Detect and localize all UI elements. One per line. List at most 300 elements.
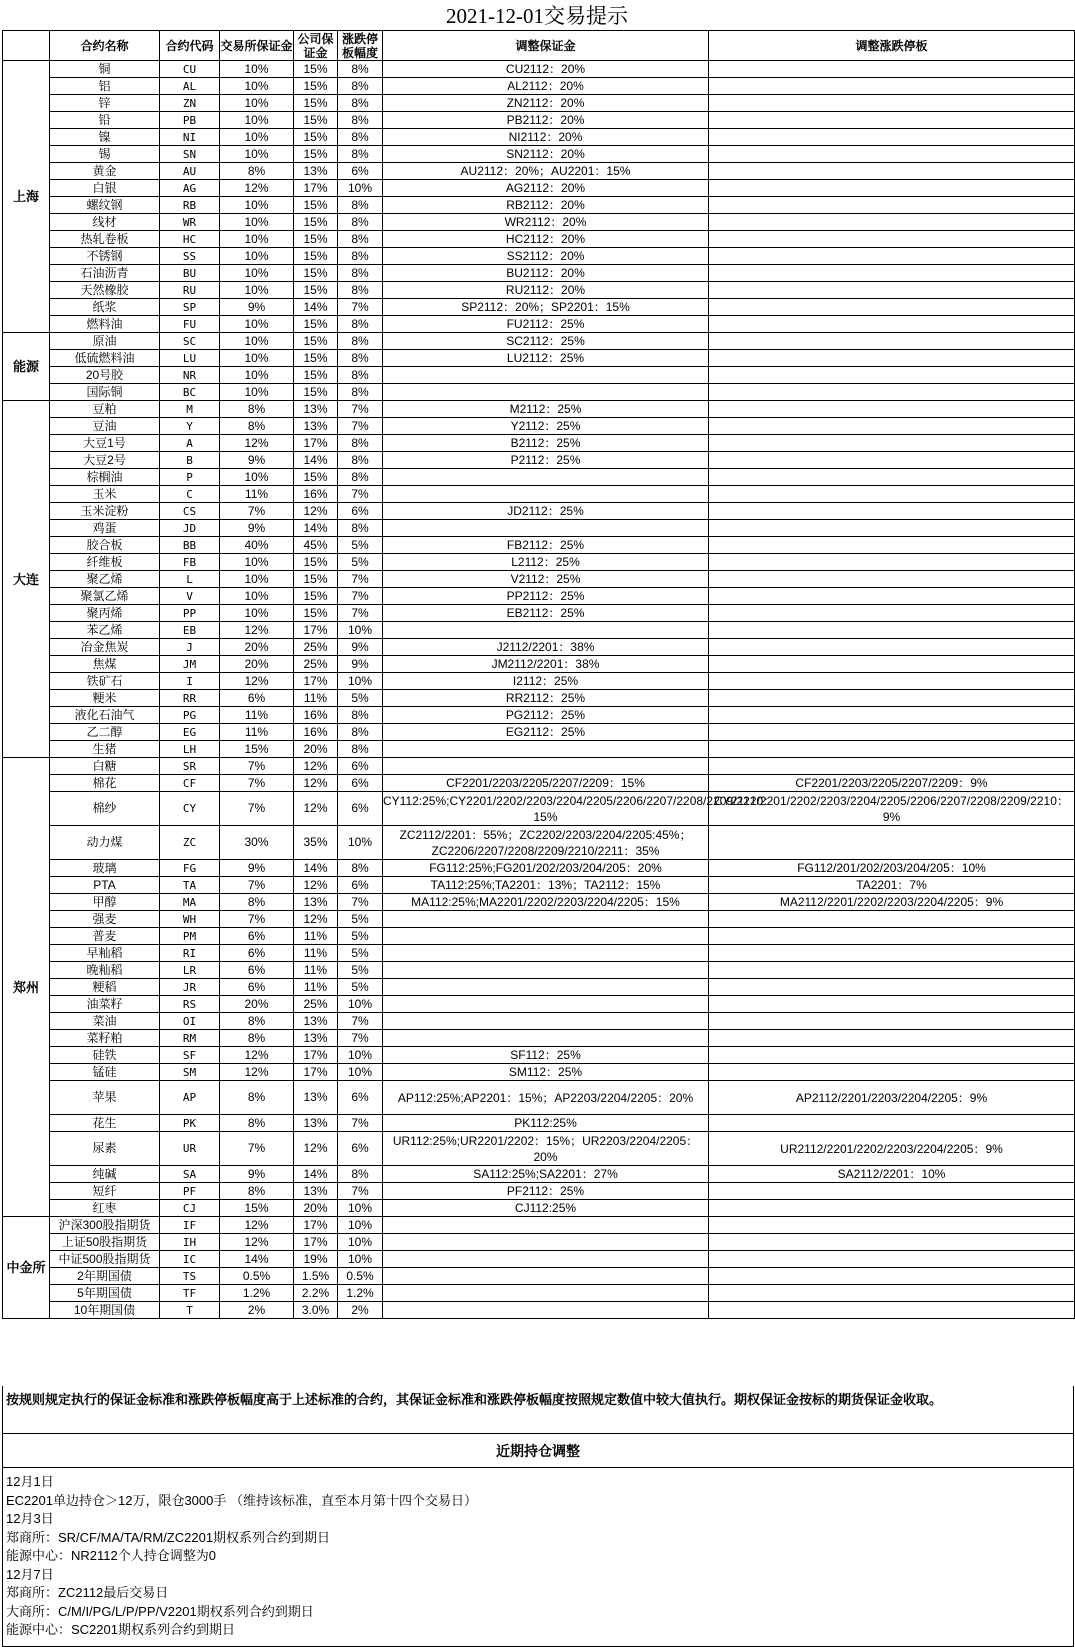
contract-code: T xyxy=(160,1302,220,1319)
company-margin: 2.2% xyxy=(294,1285,338,1302)
contract-code: RM xyxy=(160,1030,220,1047)
adjust-limit xyxy=(709,350,1075,367)
limit-range: 8% xyxy=(338,112,383,129)
exchange-margin: 10% xyxy=(220,112,294,129)
company-margin: 1.5% xyxy=(294,1268,338,1285)
company-margin: 15% xyxy=(294,265,338,282)
table-row xyxy=(3,894,1075,911)
contract-code: OI xyxy=(160,1013,220,1030)
limit-range: 8% xyxy=(338,435,383,452)
exchange-margin: 10% xyxy=(220,554,294,571)
limit-range: 6% xyxy=(338,758,383,775)
contract-code: RI xyxy=(160,945,220,962)
adjust-margin: SN2112：20% xyxy=(383,146,709,163)
contract-name: 玉米 xyxy=(50,486,160,503)
adjust-limit xyxy=(709,163,1075,180)
limit-range: 9% xyxy=(338,639,383,656)
contract-code: PF xyxy=(160,1183,220,1200)
contract-name: 不锈钢 xyxy=(50,248,160,265)
adjust-margin: PB2112：20% xyxy=(383,112,709,129)
company-margin: 14% xyxy=(294,1166,338,1183)
table-row xyxy=(3,78,1075,95)
table-row xyxy=(3,146,1075,163)
exchange-margin: 11% xyxy=(220,486,294,503)
contract-code: UR xyxy=(160,1132,220,1166)
company-margin: 14% xyxy=(294,520,338,537)
contract-name: 大豆1号 xyxy=(50,435,160,452)
near-line: 12月7日 xyxy=(6,1566,54,1582)
adjust-limit xyxy=(709,214,1075,231)
limit-range: 8% xyxy=(338,741,383,758)
exchange-margin: 10% xyxy=(220,316,294,333)
adjust-margin xyxy=(383,911,709,928)
contract-code: PM xyxy=(160,928,220,945)
exchange-margin: 7% xyxy=(220,877,294,894)
table-row xyxy=(3,333,1075,350)
adjust-margin: SM112：25% xyxy=(383,1064,709,1081)
adjust-margin xyxy=(383,928,709,945)
company-margin: 15% xyxy=(294,78,338,95)
limit-range: 0.5% xyxy=(338,1268,383,1285)
contract-code: SM xyxy=(160,1064,220,1081)
company-margin: 15% xyxy=(294,231,338,248)
exchange-margin: 1.2% xyxy=(220,1285,294,1302)
limit-range: 7% xyxy=(338,299,383,316)
contract-code: ZN xyxy=(160,95,220,112)
exchange-margin: 10% xyxy=(220,129,294,146)
adjust-limit xyxy=(709,1268,1075,1285)
contract-code: RB xyxy=(160,197,220,214)
table-row xyxy=(3,741,1075,758)
exchange-margin: 10% xyxy=(220,571,294,588)
limit-range: 7% xyxy=(338,418,383,435)
contract-name: 花生 xyxy=(50,1115,160,1132)
contract-code: CF xyxy=(160,775,220,792)
exchange-name: 中金所 xyxy=(3,1217,50,1319)
adjust-limit xyxy=(709,401,1075,418)
exchange-margin: 20% xyxy=(220,996,294,1013)
adjust-margin: AL2112：20% xyxy=(383,78,709,95)
table-row xyxy=(3,61,1075,78)
table-row xyxy=(3,1064,1075,1081)
adjust-limit xyxy=(709,724,1075,741)
adjust-margin: Y2112：25% xyxy=(383,418,709,435)
adjust-margin: RB2112：20% xyxy=(383,197,709,214)
contract-name: 粳米 xyxy=(50,690,160,707)
exchange-margin: 7% xyxy=(220,1132,294,1166)
contract-code: LH xyxy=(160,741,220,758)
exchange-margin: 15% xyxy=(220,1200,294,1217)
exchange-margin: 12% xyxy=(220,180,294,197)
limit-range: 8% xyxy=(338,367,383,384)
company-margin: 13% xyxy=(294,163,338,180)
contract-code: SR xyxy=(160,758,220,775)
limit-range: 2% xyxy=(338,1302,383,1319)
limit-range: 5% xyxy=(338,962,383,979)
header-row xyxy=(3,31,1075,61)
exchange-margin: 7% xyxy=(220,792,294,826)
adjust-margin xyxy=(383,469,709,486)
adjust-limit xyxy=(709,1115,1075,1132)
adjust-margin: BU2112：20% xyxy=(383,265,709,282)
company-margin: 17% xyxy=(294,1064,338,1081)
adjust-margin: UR112:25%;UR2201/2202：15%；UR2203/2204/2205：20% xyxy=(383,1132,709,1166)
adjust-margin: SC2112：25% xyxy=(383,333,709,350)
contract-name: 锌 xyxy=(50,95,160,112)
exchange-margin: 14% xyxy=(220,1251,294,1268)
adjust-limit xyxy=(709,1013,1075,1030)
contract-name: 国际铜 xyxy=(50,384,160,401)
adjust-limit: TA2201：7% xyxy=(709,877,1075,894)
table-row xyxy=(3,1132,1075,1166)
company-margin: 13% xyxy=(294,401,338,418)
contract-code: LU xyxy=(160,350,220,367)
exchange-margin: 7% xyxy=(220,503,294,520)
company-margin: 13% xyxy=(294,1183,338,1200)
company-margin: 20% xyxy=(294,741,338,758)
table-row xyxy=(3,1013,1075,1030)
contract-code: ZC xyxy=(160,826,220,860)
contract-name: 5年期国债 xyxy=(50,1285,160,1302)
adjust-limit xyxy=(709,1285,1075,1302)
adjust-margin xyxy=(383,945,709,962)
adjust-margin xyxy=(383,1217,709,1234)
contract-name: 豆油 xyxy=(50,418,160,435)
adjust-margin: PK112:25% xyxy=(383,1115,709,1132)
limit-range: 8% xyxy=(338,197,383,214)
adjust-margin xyxy=(383,1030,709,1047)
exchange-margin: 7% xyxy=(220,911,294,928)
exchange-margin: 12% xyxy=(220,673,294,690)
company-margin: 13% xyxy=(294,418,338,435)
adjust-margin xyxy=(383,741,709,758)
table-row xyxy=(3,605,1075,622)
limit-range: 5% xyxy=(338,979,383,996)
adjust-limit: UR2112/2201/2202/2203/2204/2205：9% xyxy=(709,1132,1075,1166)
contract-name: 棉纱 xyxy=(50,792,160,826)
limit-range: 9% xyxy=(338,656,383,673)
adjust-margin: SS2112：20% xyxy=(383,248,709,265)
exchange-margin: 40% xyxy=(220,537,294,554)
contract-name: 油菜籽 xyxy=(50,996,160,1013)
limit-range: 7% xyxy=(338,571,383,588)
contract-name: 苹果 xyxy=(50,1081,160,1115)
adjust-limit xyxy=(709,1064,1075,1081)
exchange-name: 能源 xyxy=(3,333,50,401)
limit-range: 6% xyxy=(338,775,383,792)
limit-range: 10% xyxy=(338,673,383,690)
company-margin: 15% xyxy=(294,333,338,350)
exchange-margin: 8% xyxy=(220,1030,294,1047)
adjust-margin: CY112:25%;CY2201/2202/2203/2204/2205/2206/2207/2208/2209/2210：15% xyxy=(383,793,776,824)
company-margin: 15% xyxy=(294,384,338,401)
contract-code: AP xyxy=(160,1081,220,1115)
company-margin: 15% xyxy=(294,367,338,384)
adjust-limit xyxy=(709,996,1075,1013)
limit-range: 10% xyxy=(338,996,383,1013)
adjust-limit xyxy=(709,979,1075,996)
adjust-limit xyxy=(709,537,1075,554)
near-adjust-title: 近期持仓调整 xyxy=(2,1434,1074,1468)
adjust-limit xyxy=(709,826,1075,860)
contract-code: AU xyxy=(160,163,220,180)
contract-name: 铅 xyxy=(50,112,160,129)
adjust-margin: SP2112：20%；SP2201：15% xyxy=(383,299,709,316)
limit-range: 7% xyxy=(338,1183,383,1200)
adjust-limit xyxy=(709,945,1075,962)
adjust-limit xyxy=(709,1217,1075,1234)
adjust-margin: CJ112:25% xyxy=(383,1200,709,1217)
adjust-margin: AU2112：20%；AU2201：15% xyxy=(383,163,709,180)
company-margin: 13% xyxy=(294,1115,338,1132)
near-line: EC2201单边持仓＞12万，限仓3000手 （维持该标准，直至本月第十四个交易日） xyxy=(6,1492,477,1508)
adjust-limit xyxy=(709,707,1075,724)
company-margin: 14% xyxy=(294,860,338,877)
adjust-limit xyxy=(709,1234,1075,1251)
contract-name: 大豆2号 xyxy=(50,452,160,469)
contract-name: 锡 xyxy=(50,146,160,163)
exchange-margin: 6% xyxy=(220,945,294,962)
adjust-limit xyxy=(709,1251,1075,1268)
adjust-margin xyxy=(383,486,709,503)
contract-code: SC xyxy=(160,333,220,350)
exchange-margin: 8% xyxy=(220,1013,294,1030)
header-adjust-margin: 调整保证金 xyxy=(383,31,709,61)
company-margin: 12% xyxy=(294,792,338,826)
table-row xyxy=(3,435,1075,452)
table-row xyxy=(3,1115,1075,1132)
contract-name: 玉米淀粉 xyxy=(50,503,160,520)
limit-range: 8% xyxy=(338,316,383,333)
limit-range: 5% xyxy=(338,928,383,945)
table-row xyxy=(3,979,1075,996)
company-margin: 11% xyxy=(294,945,338,962)
adjust-margin: P2112：25% xyxy=(383,452,709,469)
limit-range: 10% xyxy=(338,1200,383,1217)
company-margin: 15% xyxy=(294,605,338,622)
adjust-limit xyxy=(709,282,1075,299)
limit-range: 8% xyxy=(338,282,383,299)
table-row xyxy=(3,163,1075,180)
limit-range: 5% xyxy=(338,945,383,962)
adjust-limit: AP2112/2201/2203/2204/2205：9% xyxy=(709,1081,1075,1115)
table-row xyxy=(3,180,1075,197)
adjust-limit: FG112/201/202/203/204/205：10% xyxy=(709,860,1075,877)
table-row xyxy=(3,231,1075,248)
company-margin: 15% xyxy=(294,316,338,333)
contract-name: 10年期国债 xyxy=(50,1302,160,1319)
contract-code: WR xyxy=(160,214,220,231)
header-exchange-margin: 交易所保证金 xyxy=(220,31,294,61)
adjust-margin: RR2112：25% xyxy=(383,690,709,707)
contract-name: 热轧卷板 xyxy=(50,231,160,248)
exchange-margin: 6% xyxy=(220,928,294,945)
contract-name: 原油 xyxy=(50,333,160,350)
contract-code: TA xyxy=(160,877,220,894)
exchange-margin: 10% xyxy=(220,214,294,231)
limit-range: 10% xyxy=(338,622,383,639)
exchange-margin: 10% xyxy=(220,248,294,265)
table-row xyxy=(3,928,1075,945)
contract-code: CS xyxy=(160,503,220,520)
exchange-margin: 6% xyxy=(220,962,294,979)
exchange-margin: 8% xyxy=(220,1081,294,1115)
contract-name: 晚籼稻 xyxy=(50,962,160,979)
company-margin: 12% xyxy=(294,911,338,928)
company-margin: 16% xyxy=(294,724,338,741)
contract-code: TS xyxy=(160,1268,220,1285)
company-margin: 17% xyxy=(294,1047,338,1064)
limit-range: 8% xyxy=(338,146,383,163)
adjust-margin: ZN2112：20% xyxy=(383,95,709,112)
exchange-margin: 8% xyxy=(220,163,294,180)
contract-code: HC xyxy=(160,231,220,248)
limit-range: 10% xyxy=(338,826,383,860)
rule-note: 按规则规定执行的保证金标准和涨跌停板幅度高于上述标准的合约，其保证金标准和涨跌停板幅度按照规定数值中较大值执行。期权保证金按标的期货保证金收取。 xyxy=(2,1386,1074,1434)
exchange-name: 郑州 xyxy=(3,758,50,1217)
adjust-limit xyxy=(709,197,1075,214)
limit-range: 7% xyxy=(338,894,383,911)
company-margin: 15% xyxy=(294,469,338,486)
exchange-name: 上海 xyxy=(3,61,50,333)
contract-name: 纤维板 xyxy=(50,554,160,571)
adjust-limit xyxy=(709,911,1075,928)
limit-range: 8% xyxy=(338,333,383,350)
contract-code: BB xyxy=(160,537,220,554)
exchange-margin: 8% xyxy=(220,1115,294,1132)
contract-name: 玻璃 xyxy=(50,860,160,877)
contract-name: 天然橡胶 xyxy=(50,282,160,299)
header-adjust-limit: 调整涨跌停板 xyxy=(709,31,1075,61)
contract-code: NI xyxy=(160,129,220,146)
limit-range: 6% xyxy=(338,1132,383,1166)
contract-code: CU xyxy=(160,61,220,78)
contract-name: 纯碱 xyxy=(50,1166,160,1183)
adjust-margin: V2112：25% xyxy=(383,571,709,588)
table-row xyxy=(3,486,1075,503)
adjust-margin: SA112:25%;SA2201：27% xyxy=(383,1166,709,1183)
company-margin: 11% xyxy=(294,962,338,979)
adjust-limit xyxy=(709,95,1075,112)
table-row xyxy=(3,503,1075,520)
exchange-margin: 10% xyxy=(220,333,294,350)
exchange-margin: 30% xyxy=(220,826,294,860)
company-margin: 13% xyxy=(294,1013,338,1030)
company-margin: 15% xyxy=(294,248,338,265)
adjust-margin xyxy=(383,1251,709,1268)
contract-code: CJ xyxy=(160,1200,220,1217)
table-row xyxy=(3,520,1075,537)
limit-range: 10% xyxy=(338,180,383,197)
adjust-limit xyxy=(709,333,1075,350)
limit-range: 10% xyxy=(338,1217,383,1234)
contract-code: IF xyxy=(160,1217,220,1234)
exchange-margin: 8% xyxy=(220,1183,294,1200)
exchange-margin: 10% xyxy=(220,78,294,95)
table-row xyxy=(3,996,1075,1013)
near-line: 郑商所：ZC2112最后交易日 xyxy=(6,1585,169,1600)
contract-name: 聚乙烯 xyxy=(50,571,160,588)
adjust-margin: MA112:25%;MA2201/2202/2203/2204/2205：15% xyxy=(383,894,709,911)
adjust-margin: PP2112：25% xyxy=(383,588,709,605)
contract-name: 乙二醇 xyxy=(50,724,160,741)
contract-name: 螺纹钢 xyxy=(50,197,160,214)
company-margin: 45% xyxy=(294,537,338,554)
company-margin: 17% xyxy=(294,622,338,639)
contract-code: BU xyxy=(160,265,220,282)
adjust-limit xyxy=(709,1183,1075,1200)
exchange-margin: 10% xyxy=(220,231,294,248)
near-line: 12月1日 xyxy=(6,1474,54,1489)
adjust-limit xyxy=(709,180,1075,197)
contract-name: 菜籽粕 xyxy=(50,1030,160,1047)
table-row xyxy=(3,282,1075,299)
limit-range: 8% xyxy=(338,350,383,367)
adjust-limit xyxy=(709,605,1075,622)
company-margin: 25% xyxy=(294,656,338,673)
contract-name: 生猪 xyxy=(50,741,160,758)
header-name: 合约名称 xyxy=(50,31,160,61)
contract-code: EG xyxy=(160,724,220,741)
limit-range: 8% xyxy=(338,95,383,112)
adjust-margin: ZC2112/2201：55%；ZC2202/2203/2204/2205:45%；ZC2206/2207/2208/2209/2210/2211：35% xyxy=(383,826,709,860)
limit-range: 8% xyxy=(338,265,383,282)
table-row xyxy=(3,945,1075,962)
limit-range: 5% xyxy=(338,690,383,707)
table-row xyxy=(3,316,1075,333)
limit-range: 10% xyxy=(338,1047,383,1064)
exchange-margin: 8% xyxy=(220,401,294,418)
company-margin: 16% xyxy=(294,486,338,503)
table-row xyxy=(3,1166,1075,1183)
company-margin: 17% xyxy=(294,673,338,690)
adjust-limit xyxy=(709,1302,1075,1319)
adjust-limit xyxy=(709,520,1075,537)
adjust-margin: I2112：25% xyxy=(383,673,709,690)
contract-code: NR xyxy=(160,367,220,384)
company-margin: 15% xyxy=(294,129,338,146)
exchange-margin: 6% xyxy=(220,979,294,996)
contract-code: B xyxy=(160,452,220,469)
contract-name: 铁矿石 xyxy=(50,673,160,690)
company-margin: 15% xyxy=(294,61,338,78)
contract-name: 甲醇 xyxy=(50,894,160,911)
adjust-margin: JD2112：25% xyxy=(383,503,709,520)
contract-code: V xyxy=(160,588,220,605)
company-margin: 17% xyxy=(294,1217,338,1234)
adjust-limit: SA2112/2201：10% xyxy=(709,1166,1075,1183)
limit-range: 6% xyxy=(338,503,383,520)
limit-range: 8% xyxy=(338,724,383,741)
company-margin: 17% xyxy=(294,1234,338,1251)
header-code: 合约代码 xyxy=(160,31,220,61)
limit-range: 5% xyxy=(338,554,383,571)
adjust-margin xyxy=(383,1268,709,1285)
adjust-margin xyxy=(383,384,709,401)
adjust-margin: CF2201/2203/2205/2207/2209：15% xyxy=(383,775,709,792)
contract-code: A xyxy=(160,435,220,452)
contract-name: PTA xyxy=(50,877,160,894)
table-row xyxy=(3,1047,1075,1064)
contract-name: 20号胶 xyxy=(50,367,160,384)
exchange-margin: 10% xyxy=(220,197,294,214)
contract-code: JM xyxy=(160,656,220,673)
table-row xyxy=(3,1217,1075,1234)
near-line: 能源中心：SC2201期权系列合约到期日 xyxy=(6,1622,235,1637)
adjust-limit xyxy=(709,129,1075,146)
limit-range: 8% xyxy=(338,452,383,469)
company-margin: 15% xyxy=(294,95,338,112)
